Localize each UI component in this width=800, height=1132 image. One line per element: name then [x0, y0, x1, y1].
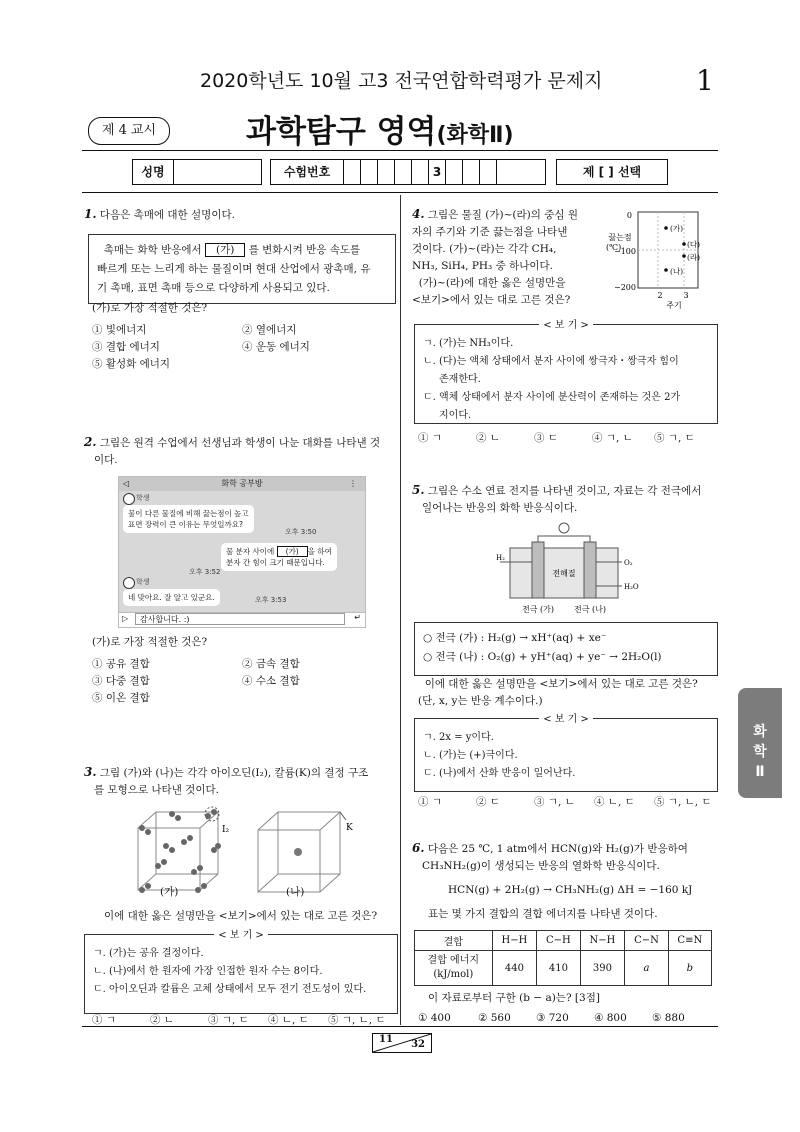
- fuel-cell-figure: [492, 518, 642, 616]
- page-total: 32: [411, 1039, 425, 1050]
- q2-option-5[interactable]: ⑤ 이온 결합: [92, 692, 150, 704]
- q1-passage-box: 촉매는 화학 반응에서 (가) 를 변화시켜 반응 속도를 빠르게 또는 느리게 하는 물질이며 현대 산업에서 광촉매, 유 기 촉매, 표면 촉매 등으로 다양하게 사용되고 있다.: [88, 234, 396, 304]
- q2-option-3[interactable]: ③ 다중 결합: [92, 675, 150, 687]
- subject-title: [246, 106, 514, 151]
- side-tab-char-2: 학: [753, 744, 767, 760]
- student-name-2: 학생: [136, 578, 150, 586]
- chat-title: 화학 공부방: [221, 479, 263, 488]
- q1-option-5[interactable]: ⑤ 활성화 에너지: [92, 358, 171, 370]
- student-avatar-icon-2: [123, 577, 135, 589]
- page-counter: [372, 1033, 432, 1053]
- footer-rule: [82, 1026, 718, 1027]
- table-cell-hh: 440: [492, 951, 537, 986]
- point-ra: [682, 254, 686, 258]
- x-axis-label: 주기: [666, 301, 682, 310]
- name-blank: [174, 160, 261, 184]
- q6-stem: 6. 다음은 25 ℃, 1 atm에서 HCN(g)와 H₂(g)가 반응하여 CH₃NH₂(g)이 생성되는 반응의 열화학 반응식이다.: [412, 841, 688, 872]
- table-cell-ctn: b: [668, 951, 711, 986]
- label-da: (다): [687, 240, 701, 249]
- q4-option-3[interactable]: ③ ㄷ: [534, 432, 558, 444]
- q4-option-2[interactable]: ② ㄴ: [476, 432, 500, 444]
- x-tick-3: 3: [683, 291, 689, 300]
- crystal-structure-figure: [128, 806, 360, 894]
- electrode-a-label: 전극 (가): [522, 605, 554, 614]
- name-field: [132, 159, 262, 185]
- q6-option-3[interactable]: ③ 720: [536, 1012, 569, 1024]
- chat-bubble-1: 물이 다른 물질에 비해 끓는점이 높고 표면 장력이 큰 이유는 무엇일까요?: [123, 505, 254, 533]
- q4-options: [418, 430, 695, 445]
- q4-option-4[interactable]: ④ ㄱ, ㄴ: [592, 432, 633, 444]
- table-header-cn: C−N: [625, 931, 668, 951]
- q3-bogi-2: ㄴ. (나)에서 한 원자에 가장 인접한 원자 수는 8이다.: [93, 966, 323, 977]
- q4-bogi-1: ㄱ. (가)는 NH₃이다.: [423, 338, 514, 349]
- page-current: 11: [379, 1034, 393, 1045]
- exam-number-digit: 3: [429, 160, 446, 184]
- q6-table-intro: 표는 몇 가지 결합의 결합 에너지를 나타낸 것이다.: [428, 908, 658, 920]
- figure-caption-b: (나): [286, 886, 305, 898]
- q5-bogi-1: ㄱ. 2x = y이다.: [423, 732, 494, 743]
- chat-time-3: 오후 3:53: [255, 596, 287, 604]
- q1-option-3[interactable]: ③ 결합 에너지: [92, 341, 160, 353]
- electrode-b-label: 전극 (나): [574, 605, 606, 614]
- q5-options: [418, 794, 712, 809]
- bogi-title: < 보 기 >: [539, 714, 593, 725]
- subject-side-tab: [738, 688, 782, 798]
- selection-field: [556, 159, 668, 185]
- y-axis-label: 끓는점: [608, 233, 632, 242]
- q3-option-3[interactable]: ③ ㄱ, ㄷ: [208, 1014, 249, 1026]
- q2-option-1[interactable]: ① 공유 결합: [92, 658, 150, 670]
- session-badge: 제 4 교시: [88, 117, 170, 145]
- potassium-label: K: [346, 823, 353, 833]
- potassium-atom: [294, 848, 302, 856]
- label-ra: (라): [687, 253, 701, 262]
- student-name: 학생: [136, 494, 150, 502]
- q1-stem: 1. 다음은 촉매에 대한 설명이다.: [84, 207, 235, 221]
- q5-bogi-2: ㄴ. (가)는 (+)극이다.: [423, 750, 518, 761]
- q4-bogi-2: ㄴ. (다)는 액체 상태에서 분자 사이에 쌍극자・쌍극자 힘이: [423, 356, 679, 367]
- back-icon[interactable]: ◁: [123, 479, 130, 488]
- q5-option-5[interactable]: ⑤ ㄱ, ㄴ, ㄷ: [654, 796, 712, 808]
- q5-bogi-3: ㄷ. (나)에서 산화 반응이 일어난다.: [423, 768, 576, 779]
- student-avatar-icon: [123, 493, 135, 505]
- menu-icon[interactable]: ⋮: [349, 479, 357, 488]
- table-row: [415, 951, 712, 986]
- h2-label: H₂: [496, 554, 505, 562]
- q1-option-4[interactable]: ④ 운동 에너지: [242, 341, 310, 353]
- subject-sub: (화학Ⅱ): [436, 123, 514, 148]
- q4-bogi-2-cont: 존재한다.: [439, 374, 481, 385]
- h2o-label: H₂O: [624, 583, 639, 591]
- q4-bogi-box: [414, 320, 718, 424]
- q3-bogi-1: ㄱ. (가)는 공유 결정이다.: [93, 948, 204, 959]
- o2-label: O₂: [624, 559, 633, 567]
- table-header-hh: H−H: [492, 931, 537, 951]
- exam-number-field: [270, 159, 546, 185]
- iodine-label: I₂: [222, 825, 230, 835]
- table-header-ch: C−H: [537, 931, 580, 951]
- q6-option-5[interactable]: ⑤ 880: [652, 1012, 685, 1024]
- name-label: 성명: [133, 160, 174, 184]
- q5-bogi-box: [414, 714, 718, 792]
- chat-title-bar: [119, 477, 365, 491]
- q3-bogi-box: [84, 930, 398, 1014]
- q2-option-2[interactable]: ② 금속 결합: [242, 658, 300, 670]
- table-row-label: 결합 에너지 (kJ/mol): [415, 951, 493, 986]
- bogi-title: < 보 기 >: [214, 930, 268, 941]
- y-tick-minus-100: −100: [614, 247, 636, 256]
- q3-bogi-3: ㄷ. 아이오딘과 칼륨은 고체 상태에서 모두 전기 전도성이 있다.: [93, 984, 367, 995]
- table-cell-ch: 410: [537, 951, 580, 986]
- boiling-point-graph: [588, 204, 718, 310]
- q3-option-5[interactable]: ⑤ ㄱ, ㄴ, ㄷ: [328, 1014, 386, 1026]
- point-na: [664, 268, 668, 272]
- point-da: [682, 242, 686, 246]
- q5-option-4[interactable]: ④ ㄴ, ㄷ: [594, 796, 635, 808]
- q3-stem: 3. 그림 (가)와 (나)는 각각 아이오딘(I₂), 칼륨(K)의 결정 구조 를 모형으로 나타낸 것이다.: [84, 765, 369, 796]
- q2-stem: 2. 그림은 원격 수업에서 선생님과 학생이 나눈 대화를 나타낸 것 이다.: [84, 435, 381, 466]
- table-cell-nh: 390: [580, 951, 625, 986]
- iodine-lattice: [138, 812, 218, 890]
- q5-eq-cathode: ○ 전극 (나) : O₂(g) + yH⁺(aq) + ye⁻ → 2H₂O(l): [423, 651, 662, 663]
- q1-question: (가)로 가장 적절한 것은?: [92, 302, 208, 314]
- q3-option-4[interactable]: ④ ㄴ, ㄷ: [268, 1014, 309, 1026]
- exam-header-title: 2020학년도 10월 고3 전국연합학력평가 문제지: [200, 70, 603, 92]
- figure-caption-a: (가): [160, 886, 179, 898]
- chat-input[interactable]: 감사합니다. :): [135, 613, 345, 625]
- x-tick-2: 2: [657, 291, 663, 300]
- label-na: (나): [670, 267, 684, 276]
- q6-options: [418, 1012, 685, 1024]
- electrolyte-label: 전해질: [552, 569, 576, 578]
- y-tick-minus-200: −200: [614, 283, 636, 292]
- play-icon[interactable]: ▷: [122, 614, 129, 623]
- q6-question: 이 자료로부터 구한 (b − a)는? [3점]: [428, 992, 600, 1004]
- q5-option-2[interactable]: ② ㄷ: [476, 796, 500, 808]
- header-rule-2: [82, 192, 718, 193]
- table-row: [415, 931, 712, 951]
- bond-energy-table: [414, 930, 712, 986]
- q5-equation-box: [414, 622, 718, 676]
- q6-option-2[interactable]: ② 560: [478, 1012, 511, 1024]
- q4-option-1[interactable]: ① ㄱ: [418, 432, 442, 444]
- bogi-title: < 보 기 >: [539, 320, 593, 331]
- q5-question: 이에 대한 옳은 설명만을 <보기>에서 있는 대로 고른 것은? (단, x, y는 반응 계수이다.): [418, 678, 698, 707]
- q6-option-1[interactable]: ① 400: [418, 1012, 451, 1024]
- q4-bogi-3-cont: 지이다.: [439, 410, 472, 421]
- table-cell-cn: a: [625, 951, 668, 986]
- selection-label: 제 [ ] 선택: [582, 165, 642, 179]
- table-header-nh: N−H: [580, 931, 625, 951]
- chat-time-1: 오후 3:50: [285, 528, 317, 536]
- chat-window: [118, 476, 366, 626]
- exam-number-label: 수험번호: [271, 160, 344, 184]
- q3-question: 이에 대한 옳은 설명만을 <보기>에서 있는 대로 고른 것은?: [104, 910, 378, 922]
- side-tab-char-3: Ⅱ: [755, 764, 765, 780]
- q4-bogi-3: ㄷ. 액체 상태에서 분자 사이에 분산력이 존재하는 것은 2가: [423, 392, 681, 403]
- q2-options: [92, 656, 300, 707]
- q6-thermo-equation: HCN(g) + 2H₂(g) → CH₃NH₂(g) ΔH = −160 kJ: [448, 884, 693, 896]
- q3-option-2[interactable]: ② ㄴ: [150, 1014, 174, 1026]
- enter-icon[interactable]: ↵: [354, 613, 361, 622]
- q5-option-3[interactable]: ③ ㄱ, ㄴ: [534, 796, 575, 808]
- chat-bubble-2: 물 분자 사이에 (가) 을 하여 분자 간 힘이 크기 때문입니다.: [221, 543, 337, 571]
- q1-option-2[interactable]: ② 열에너지: [242, 324, 297, 336]
- q2-question: (가)로 가장 적절한 것은?: [92, 636, 208, 648]
- q5-option-1[interactable]: ① ㄱ: [418, 796, 442, 808]
- q2-option-4[interactable]: ④ 수소 결합: [242, 675, 300, 687]
- q1-blank: (가): [205, 243, 245, 257]
- chat-input-bar: [118, 612, 366, 628]
- chat-time-2: 오후 3:52: [189, 568, 221, 576]
- q3-option-1[interactable]: ① ㄱ: [92, 1014, 116, 1026]
- q5-stem: 5. 그림은 수소 연료 전지를 나타낸 것이고, 자료는 각 전극에서 일어나는 반응의 화학 반응식이다.: [412, 483, 702, 514]
- q1-option-1[interactable]: ① 빛에너지: [92, 324, 147, 336]
- q3-options: [92, 1012, 386, 1027]
- point-ga: [664, 226, 668, 230]
- y-axis-unit: (℃): [606, 243, 622, 252]
- q4-stem: 4. 그림은 물질 (가)~(라)의 중심 원 자의 주기와 기준 끓는점을 나타낸 것이다. (가)~(라)는 각각 CH₄, NH₃, SiH₄, PH₃ 중 하나이다. (가)~(라)에 대한 옳은 설명만을 <보기>에서 있는 대로 고른 것은?: [412, 207, 578, 306]
- label-ga: (가): [670, 224, 684, 233]
- q1-options: [92, 322, 310, 373]
- side-tab-char-1: 화: [753, 724, 767, 740]
- page-number: 1: [696, 64, 714, 97]
- q5-eq-anode: ○ 전극 (가) : H₂(g) → xH⁺(aq) + xe⁻: [423, 632, 607, 644]
- table-header-ctn: C≡N: [668, 931, 711, 951]
- iodine-molecules: [139, 809, 221, 893]
- q4-option-5[interactable]: ⑤ ㄱ, ㄷ: [654, 432, 695, 444]
- column-divider: [400, 195, 401, 1025]
- chat-bubble-3: 네 맞아요. 잘 알고 있군요.: [123, 589, 220, 606]
- q6-option-4[interactable]: ④ 800: [594, 1012, 627, 1024]
- bulb-icon: [559, 523, 569, 533]
- y-tick-0: 0: [626, 211, 632, 220]
- table-header-bond: 결합: [415, 931, 493, 951]
- header-rule: [82, 150, 718, 151]
- subject-main: 과학탐구 영역: [246, 114, 437, 150]
